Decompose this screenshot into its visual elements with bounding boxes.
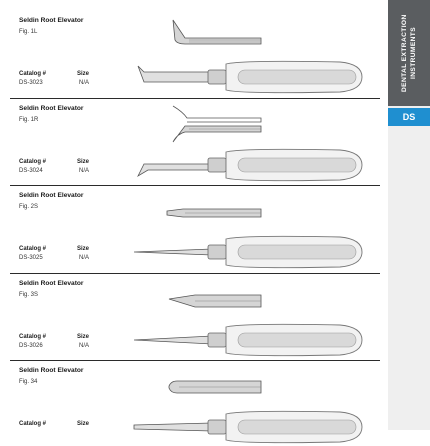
section-tab-label [388,0,430,106]
product-title: Seldin Root Elevator [19,17,84,24]
figure-label: Fig. 3S [19,292,39,298]
catalog-label: Catalog # [19,71,47,77]
tip-closeup-image [165,277,265,321]
instrument-image [130,408,365,446]
figure-label: Fig. 1L [19,29,38,35]
figure-label: Fig. 2S [19,204,39,210]
catalog-label: Catalog # [19,159,47,165]
figure-label: Fig. 1R [19,117,39,123]
figure-label: Fig. 34 [19,379,38,385]
size-label: Size [77,71,90,77]
catalog-number: DS-3025 [19,255,43,261]
catalog-number: DS-3026 [19,343,43,349]
catalog-label: Catalog # [19,246,47,252]
product-entry [0,263,380,351]
product-title: Seldin Root Elevator [19,192,84,199]
product-title: Seldin Root Elevator [19,105,84,112]
catalog-number: DS-3024 [19,168,43,174]
product-entry [0,175,380,263]
section-tab-line-1: DENTAL EXTRACTION [401,14,408,92]
product-title: Seldin Root Elevator [19,280,84,287]
tip-closeup-image [165,102,265,146]
catalog-label: Catalog # [19,334,47,340]
section-tab-line-2: INSTRUMENTS [410,26,417,80]
size-label: Size [77,334,90,340]
catalog-label: Catalog # [19,421,47,427]
size-value: N/A [79,168,90,174]
product-entry [0,350,380,438]
catalog-number: DS-3023 [19,80,43,86]
product-entry [0,88,380,176]
section-code-badge: DS [388,108,430,126]
tip-closeup-image [165,14,265,58]
size-label: Size [77,246,90,252]
size-label: Size [77,159,90,165]
size-value: N/A [79,255,90,261]
size-value: N/A [79,343,90,349]
product-entry [0,0,380,88]
tip-closeup-image [165,189,265,233]
size-value: N/A [79,80,90,86]
tip-closeup-image [165,364,265,408]
product-title: Seldin Root Elevator [19,367,84,374]
size-label: Size [77,421,90,427]
